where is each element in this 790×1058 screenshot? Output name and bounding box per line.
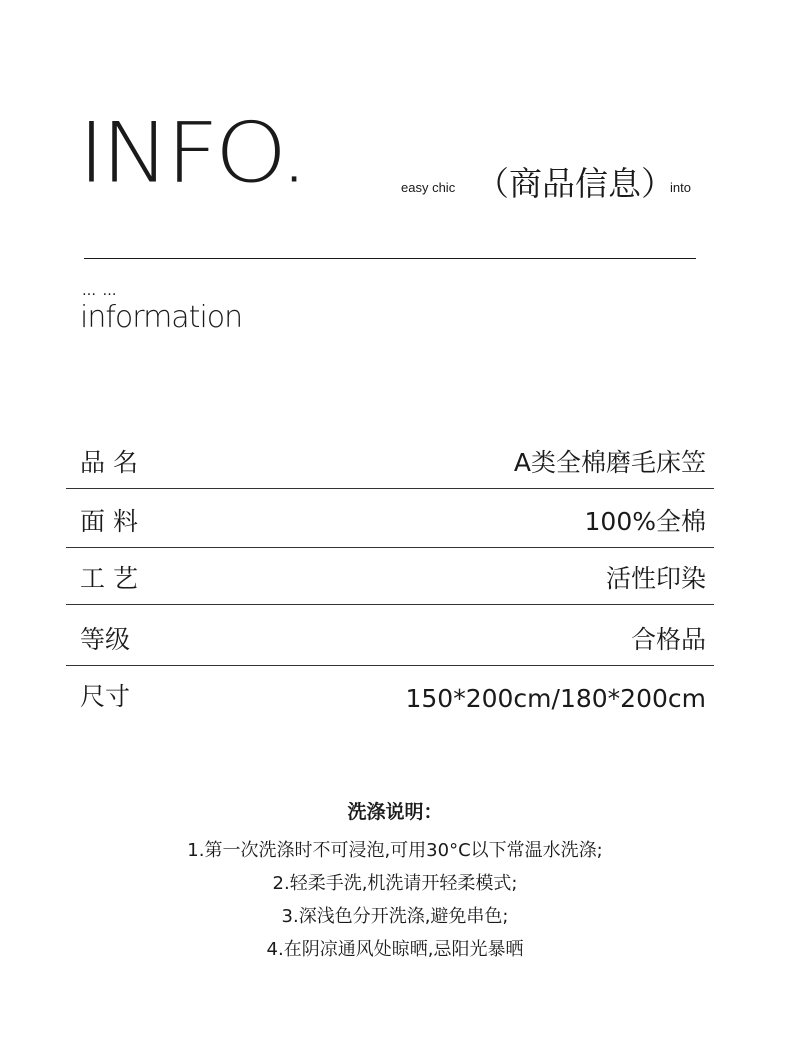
info-logo: INFO.	[78, 104, 305, 202]
spec-row-name	[66, 432, 714, 489]
header-divider	[84, 258, 696, 259]
into-text: into	[670, 180, 691, 195]
washing-instruction: 1.第一次洗涤时不可浸泡,可用30°C以下常温水洗涤;	[187, 840, 603, 861]
spec-value: 合格品	[630, 625, 706, 654]
spec-value: 100%全棉	[584, 507, 706, 536]
easy-chic-text: easy chic	[401, 180, 456, 195]
row-divider	[66, 488, 714, 489]
spec-value: 活性印染	[605, 564, 706, 593]
spec-row-fabric	[66, 491, 714, 548]
spec-row-size	[66, 666, 714, 723]
information-word: information	[80, 300, 243, 335]
spec-label: 工 艺	[80, 564, 138, 593]
product-info-title: （商品信息）	[476, 164, 674, 203]
spec-label: 等级	[80, 625, 131, 654]
spec-row-grade	[66, 609, 714, 666]
washing-title: 洗涤说明：	[347, 801, 443, 823]
spec-row-craft	[66, 548, 714, 605]
spec-label: 尺寸	[80, 682, 131, 711]
washing-instruction: 3.深浅色分开洗涤,避免串色;	[281, 906, 509, 927]
ellipsis-text: … …	[82, 283, 118, 299]
row-divider	[66, 604, 714, 605]
spec-value: 150*200cm/180*200cm	[405, 684, 706, 713]
spec-value: A类全棉磨毛床笠	[513, 448, 706, 477]
washing-instruction: 2.轻柔手洗,机洗请开轻柔模式;	[272, 873, 518, 894]
washing-instruction: 4.在阴凉通风处晾晒,忌阳光暴晒	[266, 939, 524, 960]
spec-label: 品 名	[80, 448, 138, 477]
spec-label: 面 料	[80, 507, 138, 536]
